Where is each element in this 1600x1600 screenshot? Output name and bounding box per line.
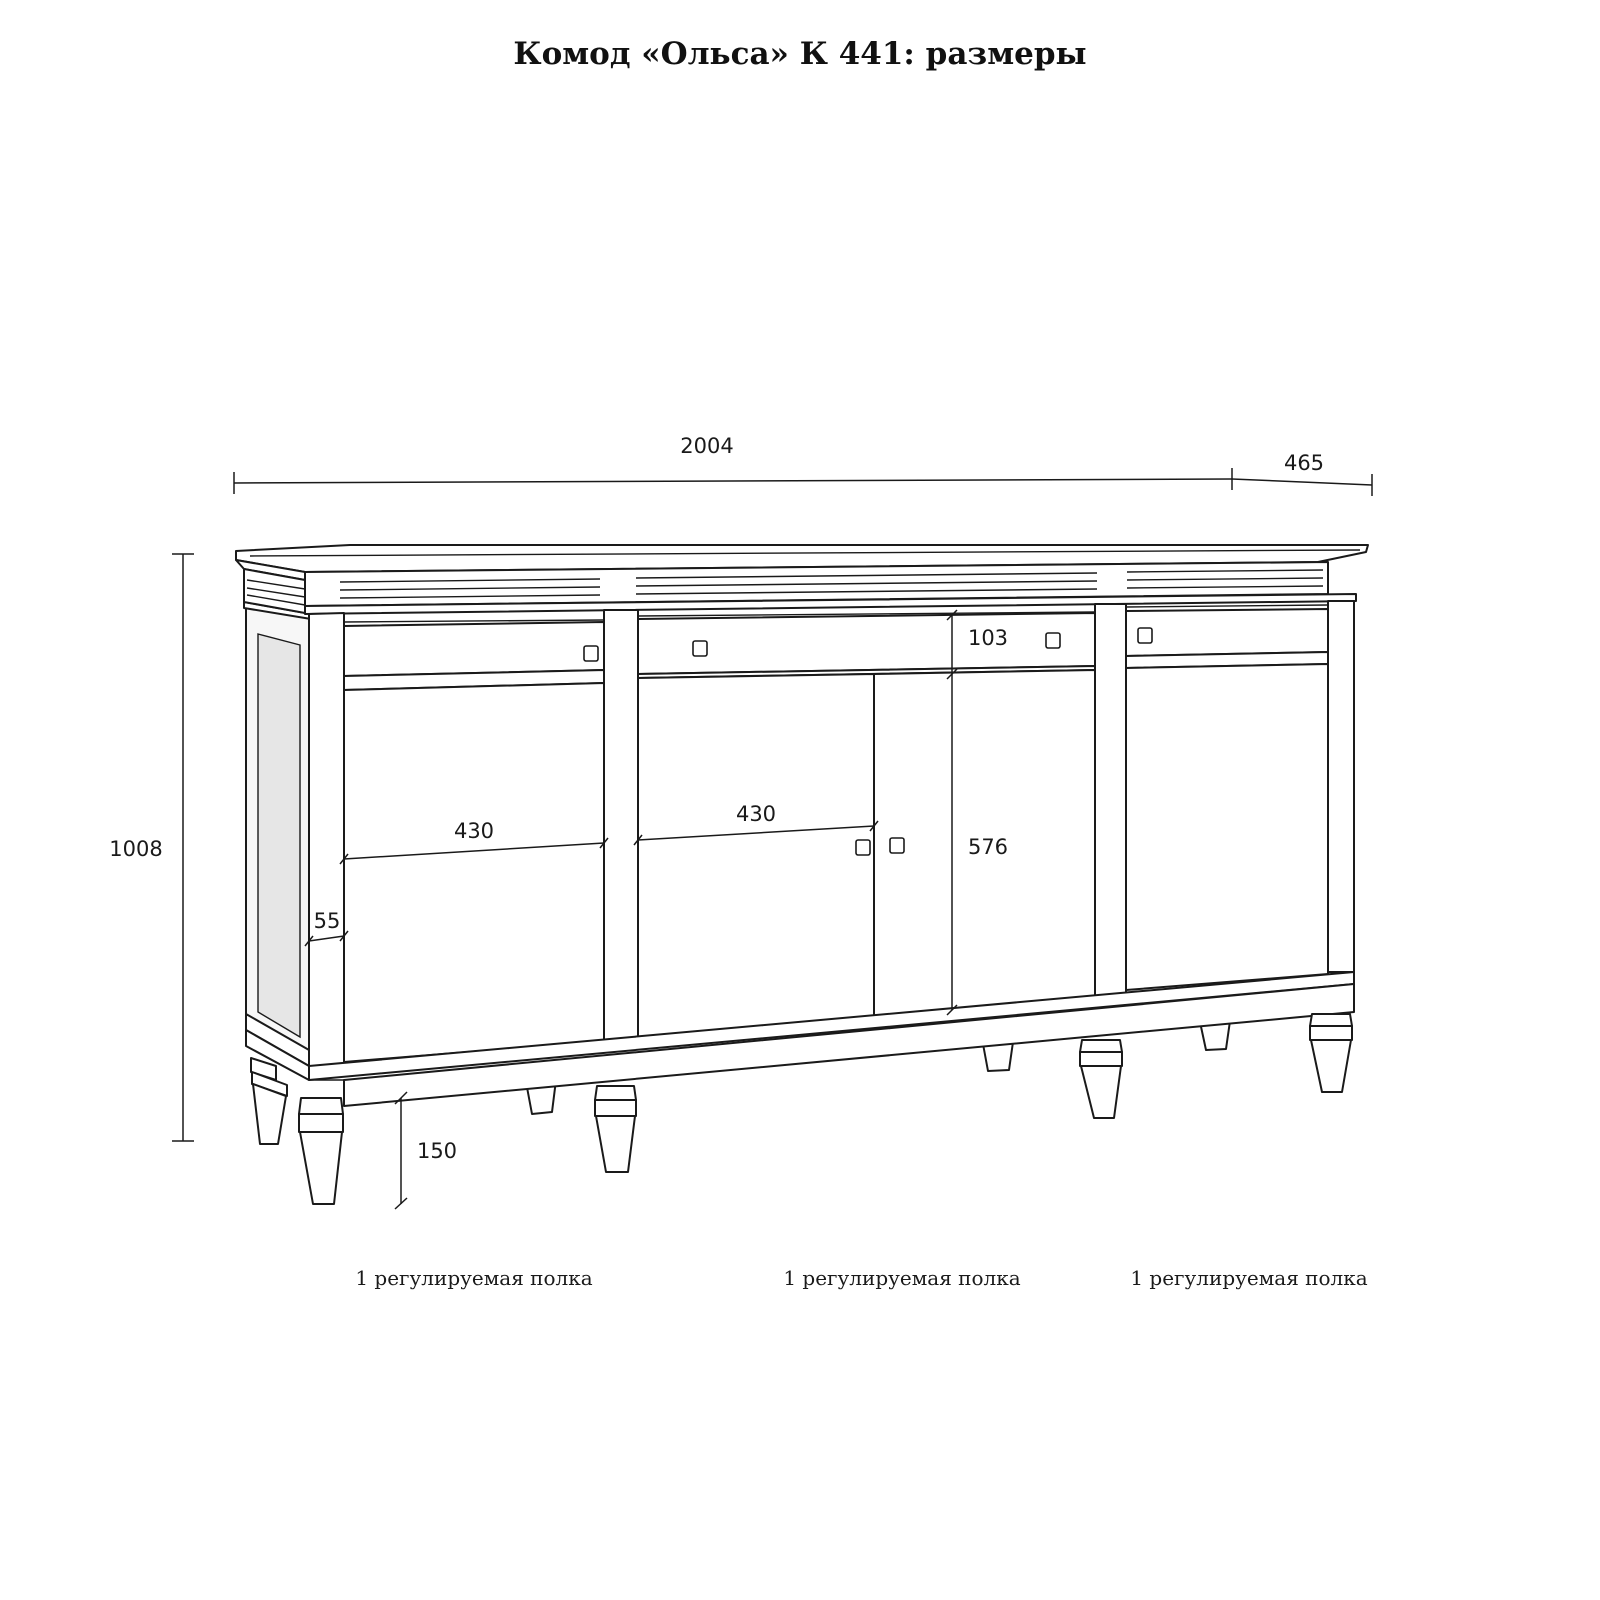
door-width-left-label: 430 — [453, 819, 495, 843]
side-panel — [244, 602, 311, 1064]
shelf-note-center: 1 регулируемая полка — [783, 1266, 1021, 1290]
drawer-height-label: 103 — [967, 626, 1009, 650]
shelf-note-left: 1 регулируемая полка — [355, 1266, 593, 1290]
drawer-right — [1126, 609, 1328, 668]
door-width-center-label: 430 — [735, 802, 777, 826]
leg-height-label: 150 — [416, 1139, 458, 1163]
door-center-left — [638, 674, 874, 1037]
knob-icon — [1138, 628, 1152, 643]
door-left — [344, 683, 604, 1062]
door-right — [1126, 664, 1328, 990]
height-dimension-line — [172, 554, 194, 1141]
knob-icon — [1046, 633, 1060, 648]
width-label: 2004 — [680, 434, 734, 458]
page-title: Комод «Ольса» К 441: размеры — [513, 36, 1087, 72]
plinth-side-label: 55 — [313, 909, 341, 933]
width-dimension-line — [234, 468, 1232, 494]
height-label: 1008 — [109, 837, 163, 861]
depth-label: 465 — [1283, 451, 1325, 475]
drawer-center — [638, 613, 1095, 678]
door-height-label: 576 — [967, 835, 1009, 859]
knob-icon — [890, 838, 904, 853]
shelf-note-right: 1 регулируемая полка — [1130, 1266, 1368, 1290]
drawer-left — [344, 622, 604, 690]
knob-icon — [856, 840, 870, 855]
knob-icon — [693, 641, 707, 656]
knob-icon — [584, 646, 598, 661]
depth-dimension-line — [1232, 474, 1372, 496]
leg-height-dim — [395, 1092, 407, 1209]
